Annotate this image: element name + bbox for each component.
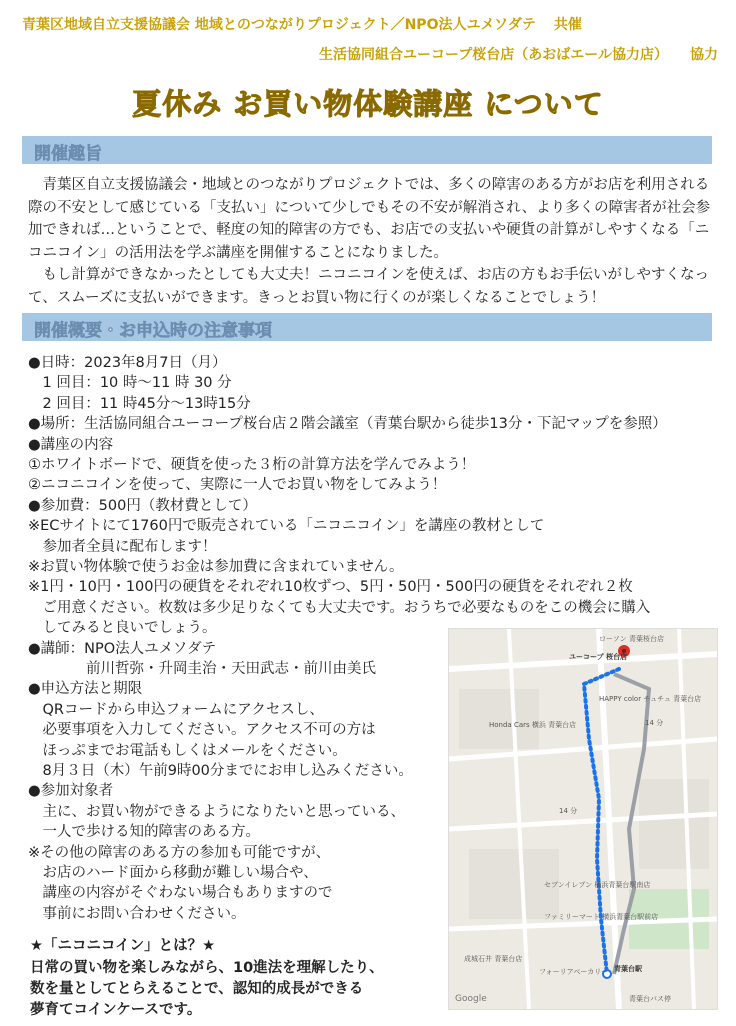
- page-title: 夏休み お買い物体験講座 について: [132, 87, 604, 121]
- overview-line: ●申込方法と期限: [28, 681, 143, 698]
- map-label-bus: 青葉台バス停: [629, 995, 671, 1003]
- overview-line: ※お買い物体験で使うお金は参加費に含まれていません。: [28, 559, 404, 575]
- cooperator-role: 協力: [690, 47, 718, 63]
- map-block: [639, 779, 709, 869]
- route-map-svg: [449, 629, 717, 1009]
- purpose-paragraph-1: 青葉区自立支援協議会・地域とのつながりプロジェクトでは、多くの障害のある方がお店を利用される際の不安として感じている「支払い」について少しでもその不安が解消され、より多くの障害者が社会参加できれば…ということで、軽度の知的障害の方でも、お店での支払いや硬貨の計算がしやすくなる「ニコニコイン」の活用法を学ぶ講座を開催することになりました。: [28, 177, 711, 261]
- overview-line: ●参加費：500円（教材費として）: [28, 497, 257, 514]
- route-map[interactable]: [448, 628, 718, 1010]
- overview-line: 1 回目：10 時～11 時 30 分: [28, 375, 232, 392]
- nikonikoin-heading: ★「ニコニコイン」とは？★: [30, 938, 216, 954]
- overview-line: ●参加対象者: [28, 783, 114, 800]
- purpose-paragraph-2: もし計算ができなかったとしても大丈夫！ニコニコインを使えば、お店の方もお手伝いがしやすくなって、スムーズに支払いができます。きっとお買い物に行くのが楽しくなることでしょう！: [28, 267, 710, 306]
- overview-line: 一人で歩ける知的障害のある方。: [28, 824, 260, 841]
- map-label-lawson: ローソン 青葉桜台店: [599, 635, 664, 643]
- cooperator-text: 生活協同組合ユーコープ桜台店（あおばエール協力店）: [318, 47, 668, 63]
- overview-line: 参加者全員に配布します！: [28, 538, 217, 555]
- overview-line: ※ECサイトにて1760円で販売されている「ニコニコイン」を講座の教材として: [28, 518, 545, 535]
- organizers-role: 共催: [553, 17, 582, 33]
- map-label-forest: フォーリアベーカリー: [539, 968, 609, 976]
- overview-line: QRコードから申込フォームにアクセスし、: [28, 701, 324, 718]
- map-block: [459, 689, 539, 749]
- map-label-station: 青葉台駅: [614, 965, 642, 973]
- overview-line: してみると良いでしょう。: [28, 620, 217, 637]
- overview-line: ●講座の内容: [28, 436, 114, 453]
- map-label-happy: HAPPY color チュチュ 青葉台店: [599, 695, 702, 703]
- overview-line: ●日時：2023年8月7日（月）: [28, 355, 227, 371]
- overview-line: 主に、お買い物ができるようになりたいと思っている、: [28, 803, 405, 820]
- section-heading-bar-overview: [22, 313, 712, 341]
- overview-line: 必要事項を入力してください。アクセス不可の方は: [28, 722, 376, 739]
- map-google-logo: Google: [455, 994, 487, 1004]
- overview-line: ●講師：NPO法人ユメソダテ: [28, 640, 217, 657]
- overview-line: ご用意ください。枚数は多少足りなくても大丈夫です。おうちで必要なものをこの機会に購入: [28, 599, 651, 616]
- map-label-store: ユーコープ 桜台店: [569, 653, 628, 661]
- map-label-walk-time-2: 14 分: [559, 807, 578, 815]
- section-heading-purpose: 開催趣旨: [34, 144, 102, 164]
- overview-line: ほっぷまでお電話もしくはメールをください。: [28, 742, 347, 759]
- organizers-text: 青葉区地域自立支援協議会 地域とのつながりプロジェクト／NPO法人ユメソダテ: [22, 17, 536, 33]
- overview-line: ②ニコニコインを使って、実際に一人でお買い物をしてみよう！: [28, 477, 447, 494]
- overview-line: ※1円・10円・100円の硬貨をそれぞれ10枚ずつ、5円・50円・500円の硬貨をそれぞれ２枚: [28, 579, 633, 596]
- overview-line: 2 回目：11 時45分～13時15分: [28, 395, 251, 412]
- overview-line: ●場所：生活協同組合ユーコープ桜台店２階会議室（青葉台駅から徒歩13分・下記マップを参照）: [28, 416, 667, 433]
- cooperator-line: [319, 44, 718, 64]
- overview-line: ①ホワイトボードで、硬貨を使った３桁の計算方法を学んでみよう！: [28, 457, 476, 473]
- overview-line: 前川哲弥・升岡圭治・天田武志・前川由美氏: [28, 661, 376, 677]
- section-heading-overview: 開催概要・お申込時の注意事項: [34, 321, 272, 341]
- overview-line: 8月３日（木）午前9時00分までにお申し込みください。: [28, 763, 413, 779]
- section-heading-bar-purpose: [22, 136, 712, 164]
- map-label-walk-time-1: 14 分: [645, 719, 664, 727]
- purpose-body: [28, 174, 712, 309]
- overview-line: ※その他の障害のある方の参加も可能ですが、: [28, 844, 331, 861]
- overview-line: 事前にお問い合わせください。: [28, 905, 246, 922]
- map-label-seven: セブンイレブン 横浜青葉台駅南店: [544, 881, 651, 889]
- overview-line: お店のハード面から移動が難しい場合や、: [28, 865, 318, 881]
- map-label-honda: Honda Cars 横浜 青葉台店: [489, 721, 577, 729]
- organizers-line: [22, 14, 722, 34]
- overview-line: 講座の内容がそぐわない場合もありますので: [28, 885, 333, 902]
- nikonikoin-line-2: 数を量としてとらえることで、認知的成長ができる: [30, 981, 364, 997]
- map-label-seijo: 成城石井 青葉台店: [464, 955, 523, 963]
- nikonikoin-line-1: 日常の買い物を楽しみながら、10進法を理解したり、: [30, 960, 384, 976]
- map-label-family: ファミリーマート 横浜青葉台駅前店: [544, 913, 659, 921]
- nikonikoin-line-3: 夢育てコインケースです。: [30, 1002, 202, 1018]
